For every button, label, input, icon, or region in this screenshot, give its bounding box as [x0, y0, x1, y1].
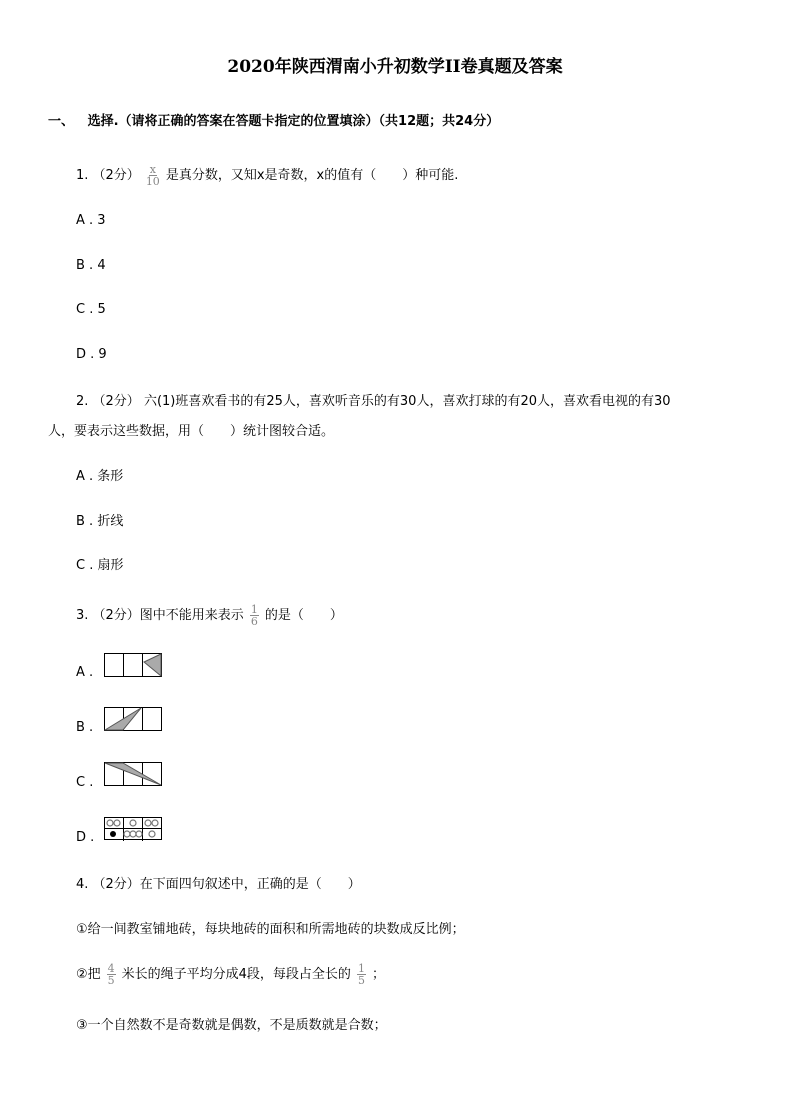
option-b: B . 折线	[76, 514, 124, 529]
question-2-line-2: 人，要表示这些数据，用（ ）统计图较合适。	[48, 424, 335, 439]
fraction	[146, 164, 160, 187]
option-b: B .	[76, 720, 94, 735]
fraction	[250, 604, 259, 627]
fraction	[357, 963, 366, 986]
question-4: 4. （2分）在下面四句叙述中，正确的是（ ）	[76, 877, 361, 892]
question-2-line-1: 2. （2分） 六(1)班喜欢看书的有25人，喜欢听音乐的有30人，喜欢打球的有20人，喜欢看电视的有30	[76, 394, 671, 409]
statement-3: ③一个自然数不是奇数就是偶数，不是质数就是合数；	[76, 1018, 387, 1033]
option-b: B . 4	[76, 258, 106, 273]
numerator: 4	[107, 962, 115, 975]
option-d: D . 9	[76, 347, 107, 362]
option-d: D .	[76, 830, 95, 845]
statement-text: ；	[371, 967, 385, 982]
figure-c	[104, 762, 162, 787]
figure-b	[104, 707, 162, 732]
section-number: 一、	[48, 114, 75, 129]
denominator: 10	[145, 175, 160, 188]
question-text: 是真分数，又知x是奇数，x的值有（ ）种可能.	[165, 168, 459, 183]
page-title: 2020年陕西渭南小升初数学II卷真题及答案	[227, 57, 563, 77]
fraction	[107, 963, 116, 986]
option-c: C .	[76, 775, 94, 790]
statement-1: ①给一间教室铺地砖，每块地砖的面积和所需地砖的块数成反比例；	[76, 922, 465, 937]
statement-text: ②把	[76, 967, 101, 982]
numerator: 1	[357, 962, 365, 975]
option-a: A . 条形	[76, 469, 124, 484]
question-3	[76, 604, 343, 627]
denominator: 5	[107, 974, 115, 987]
option-c: C . 5	[76, 302, 106, 317]
question-head: 1. （2分）	[76, 168, 140, 183]
denominator: 5	[357, 974, 365, 987]
option-a: A .	[76, 665, 94, 680]
question-head: 3. （2分）图中不能用来表示	[76, 608, 244, 623]
denominator: 6	[250, 615, 258, 628]
statement-2	[76, 963, 385, 986]
section-text: 选择.（请将正确的答案在答题卡指定的位置填涂）（共12题；共24分）	[87, 114, 500, 129]
numerator: 1	[250, 603, 258, 616]
question-1	[76, 164, 458, 187]
option-a: A . 3	[76, 213, 106, 228]
option-c: C . 扇形	[76, 558, 124, 573]
question-tail: 的是（ ）	[264, 608, 343, 623]
figure-d	[104, 817, 162, 841]
section-heading	[48, 110, 499, 129]
numerator: x	[149, 163, 156, 176]
figure-a	[104, 653, 162, 678]
statement-text: 米长的绳子平均分成4段，每段占全长的	[121, 967, 351, 982]
